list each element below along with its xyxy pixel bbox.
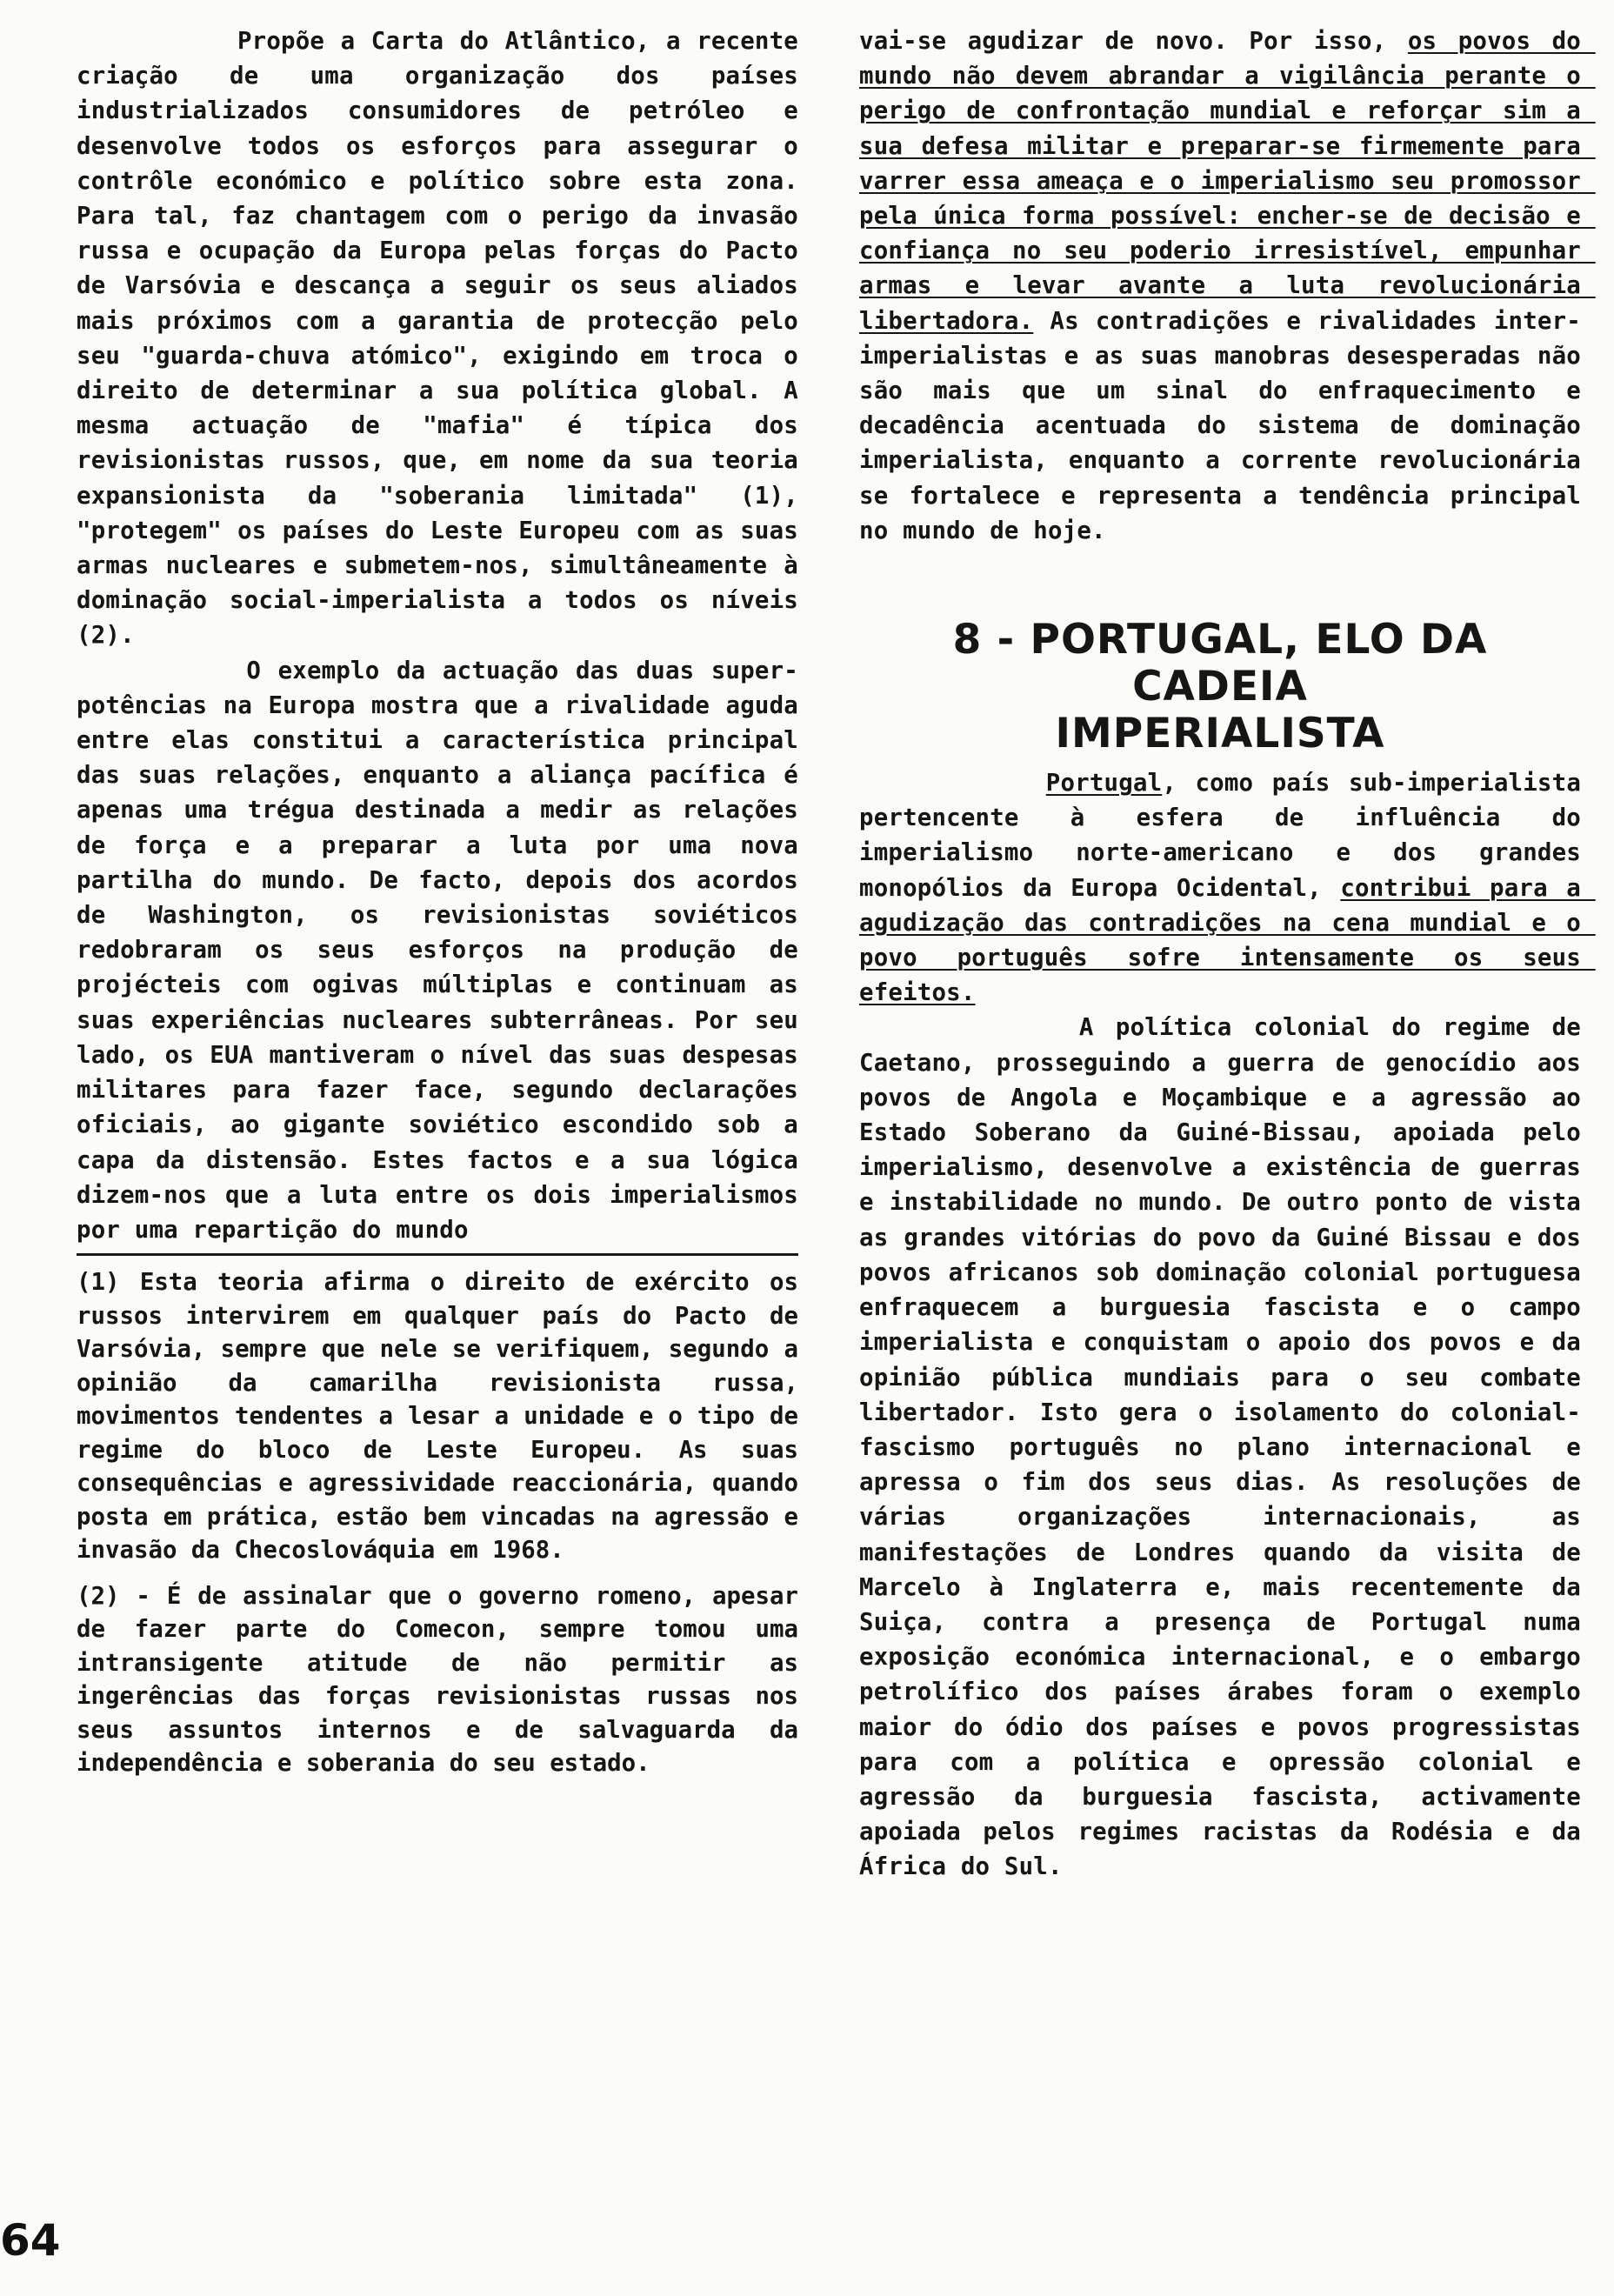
footnote-1: (1) Esta teoria afirma o direito de exército os russos intervirem em qualquer país do Pacto de Varsóvia, sempre que nele se verifiquem, segundo a opinião da camarilha revisionista russa, movimentos tendentes a lesar a unidade e o tipo de regime do bloco de Leste Europeu. As suas consequências e agressividade reaccionária, quando posta em prática, estão bem vincadas na agressão e invasão da Checoslováquia em 1968. [77,1269,813,1565]
paragraph: Propõe a Carta do Atlântico, a recente criação de uma organização dos países industrializados consumidores de petróleo e desenvolve todos os esforços para assegurar o contrôle económico e político sobre esta zona. Para tal, faz chantagem com o perigo da invasão russa e ocupação da Europa pelas forças do Pacto de Varsóvia e descança a seguir os seus aliados mais próximos com a garantia de protecção pelo seu "guarda-chuva atómico", exigindo em troca o direito de determinar a sua política global. A mesma actuação de "mafia" é típica dos revisionistas russos, que, em nome da sua teoria expansionista da "soberania limitada" (1), "protegem" os países do Leste Europeu com as suas armas nucleares e submetem-nos, simultâneamente à dominação social-imperialista a todos os níveis (2). [77,28,813,650]
footnote-2: (2) - É de assinalar que o governo romeno, apesar de fazer parte do Comecon, sempre tomou uma intransigente atitude de não permitir as ingerências das forças revisionistas russas nos seus assuntos internos e de salvaguarda da independência e soberania do seu estado. [77,1582,813,1778]
underlined-passage: contribui para a agudização das contradições na cena mundial e o povo português sofre intensamente os seus efeitos. [859,874,1596,1007]
footnote-separator [77,1253,798,1256]
footnotes [77,1266,813,1781]
paragraph [859,24,1596,549]
text-run: As contradições e rivalidades inter-imperialistas e as suas manobras desesperadas não são mais que um sinal do enfraquecimento e decadência acentuada do sistema de dominação imperialista, enquanto a corrente revolucionária se fortalece e representa a tendência principal no mundo de hoje. [859,307,1596,544]
text-run: vai-se agudizar de novo. Por isso, [859,28,1408,55]
section-heading-line-1: 8 - PORTUGAL, ELO DA CADEIA [952,616,1488,711]
right-column [859,24,1596,1886]
paragraph: O exemplo da actuação das duas super-potências na Europa mostra que a rivalidade aguda entre elas constitui a característica principal das suas relações, enquanto a aliança pacífica é apenas uma trégua destinada a medir as relações de força e a preparar a luta por uma nova partilha do mundo. De facto, depois dos acordos de Washington, os revisionistas soviéticos redobraram os seus esforços na produção de projécteis com ogivas múltiplas e continuam as suas experiências nucleares subterrâneas. Por seu lado, os EUA mantiveram o nível das suas despesas militares para fazer face, segundo declarações oficiais, ao gigante soviético escondido sob a capa da distensão. Estes factos e a sua lógica dizem-nos que a luta entre os dois imperialismos por uma repartição do mundo [77,657,813,1244]
section-body-text [859,766,1596,1886]
section-heading-line-2: IMPERIALISTA [1055,710,1385,758]
paragraph [859,766,1596,1011]
left-body-text [77,24,813,1248]
right-body-text [859,24,1596,549]
underlined-word: Portugal [1045,770,1163,798]
underlined-passage: os povos do mundo não devem abrandar a vigilância perante o perigo de confrontação mundial e reforçar sim a sua defesa militar e preparar-se firmemente para varrer essa ameaça e o imperialismo seu promossor pela única forma possível: encher-se de decisão e confiança no seu poderio irresistível, empunhar armas e levar avante a luta revolucionária libertadora. [859,28,1596,335]
paragraph: A política colonial do regime de Caetano, prosseguindo a guerra de genocídio aos povos de Angola e Moçambique e a agressão ao Estado Soberano da Guiné-Bissau, apoiada pelo imperialismo, desenvolve a existência de guerras e instabilidade no mundo. De outro ponto de vista as grandes vitórias do povo da Guiné Bissau e dos povos africanos sob dominação colonial portuguesa enfraquecem a burguesia fascista e o campo imperialista e conquistam o apoio dos povos e da opinião pública mundiais para o seu combate libertador. Isto gera o isolamento do colonial-fascismo português no plano internacional e apressa o fim dos seus dias. As resoluções de várias organizações internacionais, as manifestações de Londres quando da visita de Marcelo à Inglaterra e, mais recentemente da Suiça, contra a presença de Portugal numa exposição económica internacional, e o embargo petrolífico dos países árabes foram o exemplo maior do ódio dos países e povos progressistas para com a política e opressão colonial e agressão da burguesia fascista, activamente apoiada pelos regimes racistas da Rodésia e da África do Sul. [859,1014,1596,1881]
text-run: , como país sub-imperialista pertencente à esfera de influência do imperialismo norte-americano e dos grandes monopólios da Europa Ocidental, [859,770,1596,902]
section-heading [859,617,1581,758]
left-column [77,24,813,1781]
indent [859,770,1046,797]
page-number: 64 [0,2215,61,2266]
